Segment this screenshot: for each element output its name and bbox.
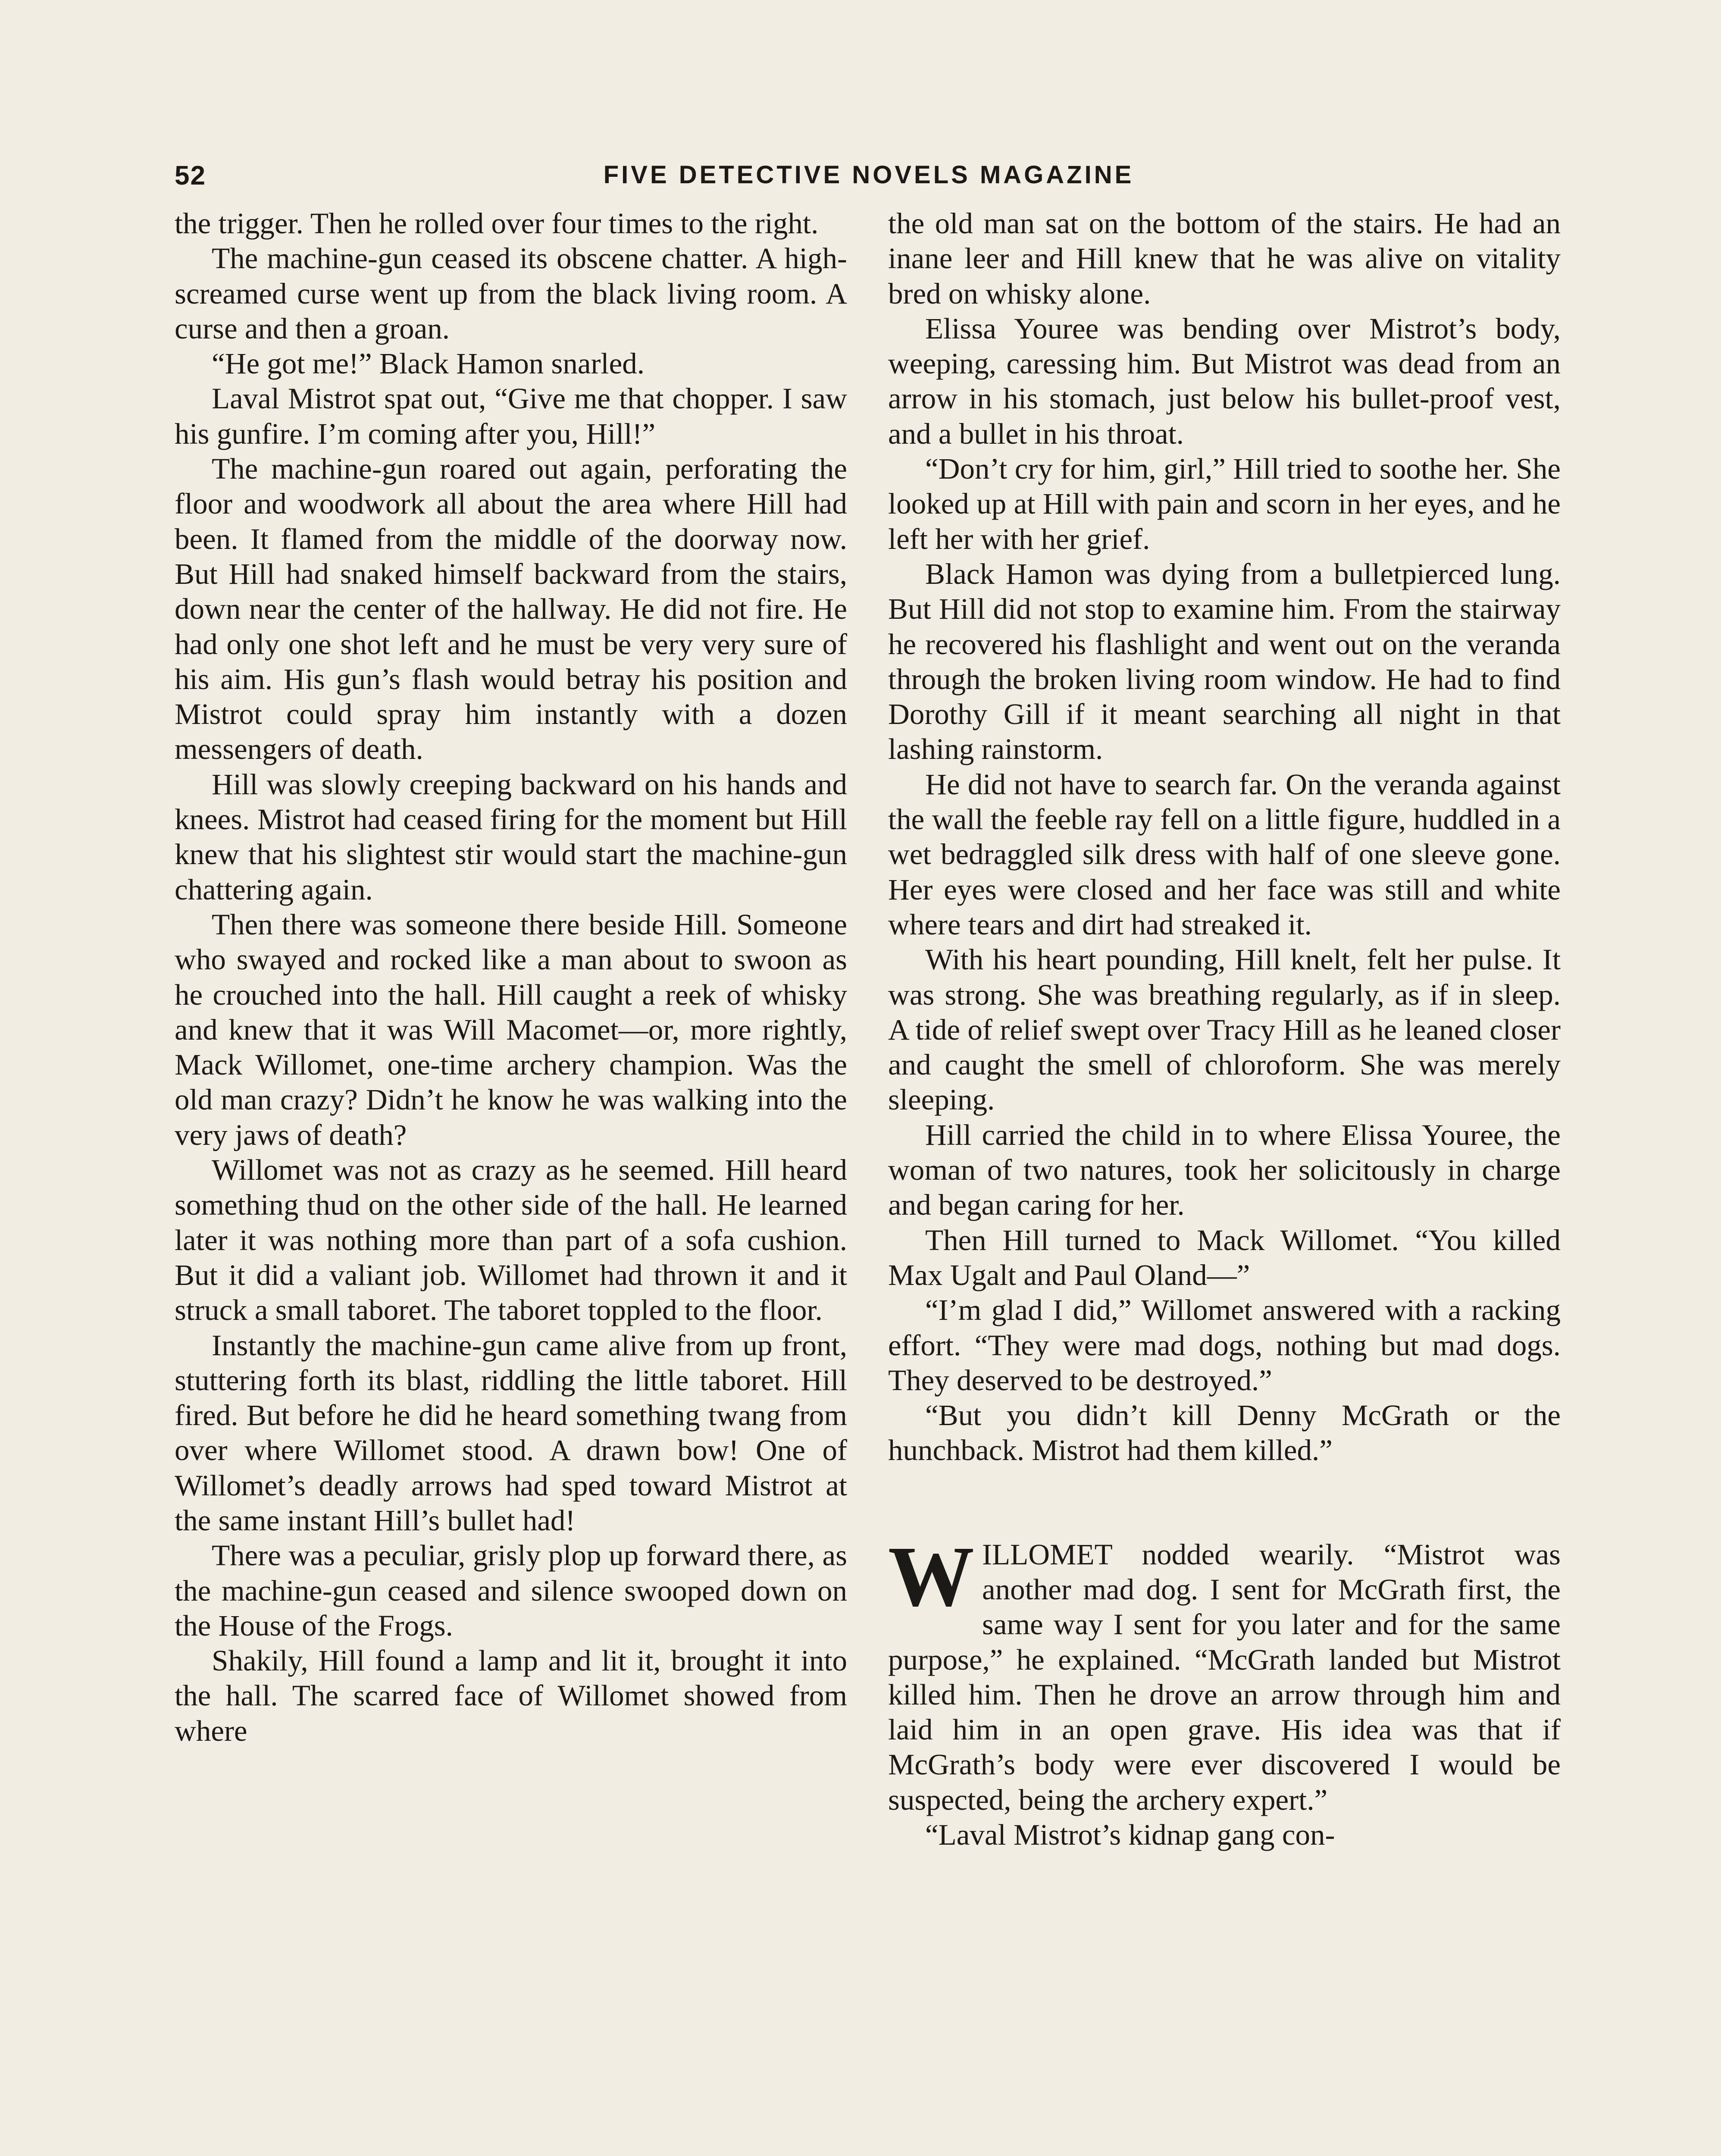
running-title: FIVE DETECTIVE NOVELS MAGAZINE xyxy=(603,161,1134,189)
paragraph: Elissa Youree was bending over Mistrot’s body, weeping, caressing him. But Mistrot was dead from an arrow in his stomach, just below his bullet-proof vest, and a bullet in his throat. xyxy=(888,312,1561,450)
paragraph: Black Hamon was dying from a bulletpierced lung. But Hill did not stop to examine him. From the stairway he recovered his flashlight and went out on the veranda through the broken living room window. He had to find Dorothy Gill if it meant searching all night in that lashing rainstorm. xyxy=(888,557,1561,766)
paragraph: Instantly the machine-gun came alive from up front, stuttering forth its blast, riddling the little taboret. Hill fired. But before he did he heard something twang from over where Willomet stood. A drawn bow! One of Willomet’s deadly arrows had sped toward Mistrot at the same instant Hill’s bullet had! xyxy=(175,1329,847,1537)
paragraph: He did not have to search far. On the veranda against the wall the feeble ray fell on a little figure, huddled in a wet bedraggled silk dress with half of one sleeve gone. Her eyes were closed and her face was still and white where tears and dirt had streaked it. xyxy=(888,768,1561,941)
paragraph: Shakily, Hill found a lamp and lit it, brought it into the hall. The scarred face of Willomet showed from where xyxy=(175,1644,847,1747)
right-column xyxy=(888,206,1561,1852)
paragraph: There was a peculiar, grisly plop up forward there, as the machine-gun ceased and silence swooped down on the House of the Frogs. xyxy=(175,1539,847,1642)
paragraph: Hill carried the child in to where Elissa Youree, the woman of two natures, took her solicitously in charge and began caring for her. xyxy=(888,1118,1561,1222)
paragraph: The machine-gun roared out again, perforating the floor and woodwork all about the area where Hill had been. It flamed from the middle of the doorway now. But Hill had snaked himself backward from the stairs, down near the center of the hallway. He did not fire. He had only one shot left and he must be very very sure of his aim. His gun’s flash would betray his position and Mistrot could spray him instantly with a dozen messengers of death. xyxy=(175,452,847,766)
paragraph: With his heart pounding, Hill knelt, felt her pulse. It was strong. She was breathing regularly, as if in sleep. A tide of relief swept over Tracy Hill as he leaned closer and caught the smell of chloroform. She was merely sleeping. xyxy=(888,943,1561,1116)
page-number: 52 xyxy=(175,161,206,191)
drop-cap: W xyxy=(888,1529,974,1624)
paragraph: the trigger. Then he rolled over four times to the right. xyxy=(175,207,819,240)
paragraph: “Laval Mistrot’s kidnap gang con- xyxy=(925,1818,1335,1852)
paragraph: Then there was someone there beside Hill. Someone who swayed and rocked like a man about to swoon as he crouched into the hall. Hill caught a reek of whisky and knew that it was Will Macomet—or, more rightly, Mack Willomet, one-time archery champion. Was the old man crazy? Didn’t he know he was walking into the very jaws of death? xyxy=(175,908,847,1151)
section-first-paragraph xyxy=(888,1529,1561,1818)
paragraph: Hill was slowly creeping backward on his hands and knees. Mistrot had ceased firing for the moment but Hill knew that his slightest stir would start the machine-gun chattering again. xyxy=(175,768,847,906)
section-break xyxy=(888,1468,1561,1537)
paragraph: The machine-gun ceased its obscene chatter. A high-screamed curse went up from the black living room. A curse and then a groan. xyxy=(175,242,847,345)
paragraph: “But you didn’t kill Denny McGrath or the hunchback. Mistrot had them killed.” xyxy=(888,1399,1561,1467)
paragraph: the old man sat on the bottom of the stairs. He had an inane leer and Hill knew that he was alive on vitality bred on whisky alone. xyxy=(888,207,1561,310)
paragraph: Then Hill turned to Mack Willomet. “You killed Max Ugalt and Paul Oland—” xyxy=(888,1223,1561,1291)
paragraph: “I’m glad I did,” Willomet answered with a racking effort. “They were mad dogs, nothing but mad dogs. They deserved to be destroyed.” xyxy=(888,1294,1561,1397)
page-header xyxy=(175,160,1563,199)
left-column xyxy=(175,206,847,1749)
paragraph: “Don’t cry for him, girl,” Hill tried to soothe her. She looked up at Hill with pain and scorn in her eyes, and he left her with her grief. xyxy=(888,452,1561,555)
paragraph: Laval Mistrot spat out, “Give me that chopper. I saw his gunfire. I’m coming after you, Hill!” xyxy=(175,382,847,450)
paragraph: “He got me!” Black Hamon snarled. xyxy=(212,347,645,380)
paragraph: Willomet was not as crazy as he seemed. Hill heard something thud on the other side of the hall. He learned later it was nothing more than part of a sofa cushion. But it did a valiant job. Willomet had thrown it and it struck a small taboret. The taboret toppled to the floor. xyxy=(175,1153,847,1327)
paragraph-text: ILLOMET nodded wearily. “Mistrot was another mad dog. I sent for McGrath first, the same way I sent for you later and for the same purpose,” he explained. “McGrath landed but Mistrot killed him. Then he drove an arrow through him and laid him in an open grave. His idea was that if McGrath’s body were ever discovered I would be suspected, being the archery expert.” xyxy=(888,1538,1561,1816)
